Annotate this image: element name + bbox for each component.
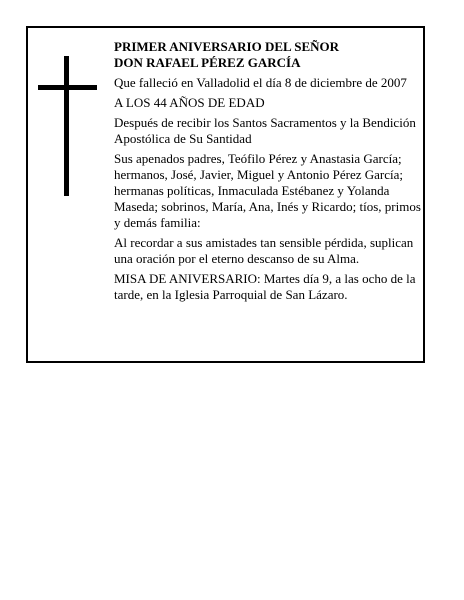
cross-horizontal-bar — [38, 85, 97, 90]
family-paragraph: Sus apenados padres, Teófilo Pérez y Anastasia García; hermanos, José, Javier, Miguel y Antonio Pérez García; hermanas políticas, Inmaculada Estébanez y Yolanda Maseda; sobrinos, María, Ana, Inés y Ricardo; tíos, primos y demás familia: — [114, 151, 421, 230]
notice-text — [114, 39, 424, 307]
notice-title-line1: PRIMER ANIVERSARIO DEL SEÑOR — [114, 39, 340, 54]
notice-title-line2: DON RAFAEL PÉREZ GARCÍA — [114, 55, 301, 70]
mass-paragraph: MISA DE ANIVERSARIO: Martes día 9, a las ocho de la tarde, en la Iglesia Parroquial de San Lázaro. — [114, 271, 416, 302]
cross-vertical-bar — [64, 56, 69, 196]
sacraments-paragraph: Después de recibir los Santos Sacramentos y la Bendición Apostólica de Su Santidad — [114, 115, 416, 146]
death-paragraph: Que falleció en Valladolid el día 8 de diciembre de 2007 — [114, 75, 407, 90]
age-paragraph: A LOS 44 AÑOS DE EDAD — [114, 95, 265, 110]
request-paragraph: Al recordar a sus amistades tan sensible pérdida, suplican una oración por el eterno descanso de su Alma. — [114, 235, 414, 266]
